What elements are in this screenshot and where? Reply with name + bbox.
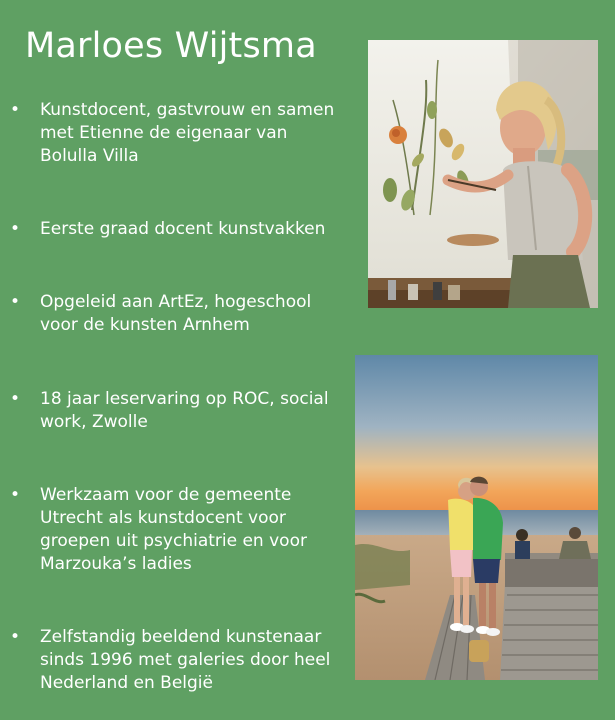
photo-couple-beach-sunset (355, 355, 598, 680)
bullet-marker: • (10, 219, 21, 239)
bullet-text: Werkzaam voor de gemeente Utrecht als kunstdocent voor groepen uit psychiatrie en voor Marzouka’s ladies (40, 485, 307, 574)
photo-couple-beach-sunset-illustration (355, 355, 598, 680)
photo-artist-painting (368, 40, 598, 308)
bullet-text: 18 jaar leservaring op ROC, social work, Zwolle (40, 389, 329, 432)
bullet-marker: • (10, 292, 21, 312)
bullet-marker: • (10, 389, 21, 409)
bullet-text: Kunstdocent, gastvrouw en samen met Etienne de eigenaar van Bolulla Villa (40, 100, 335, 166)
bullet-marker: • (10, 100, 21, 120)
bullet-text: Eerste graad docent kunstvakken (40, 219, 326, 239)
bullet-marker: • (10, 627, 21, 647)
bullet-text: Zelfstandig beeldend kunstenaar sinds 1996 met galeries door heel Nederland en België (40, 627, 331, 693)
photo-artist-painting-illustration (368, 40, 598, 308)
bullet-marker: • (10, 485, 21, 505)
bullet-text: Opgeleid aan ArtEz, hogeschool voor de kunsten Arnhem (40, 292, 312, 335)
page-title: Marloes Wijtsma (25, 26, 317, 66)
